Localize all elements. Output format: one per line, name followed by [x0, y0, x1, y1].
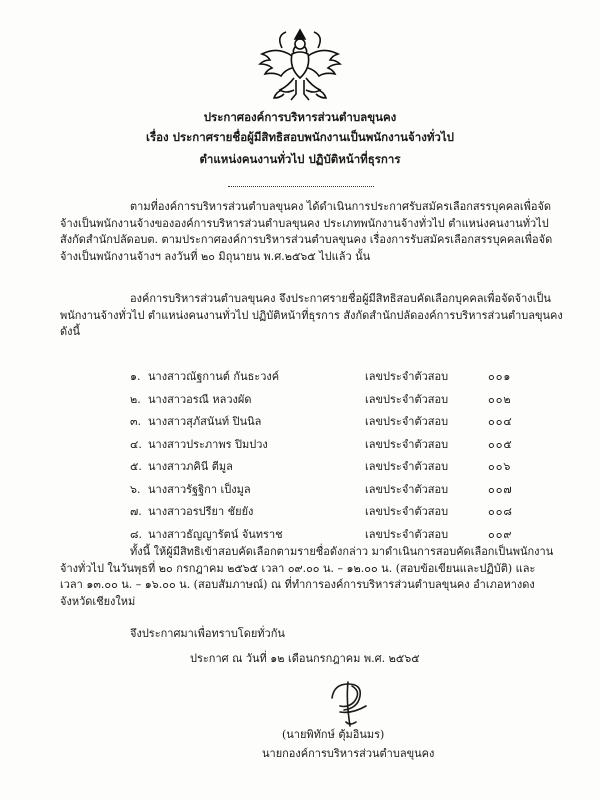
exam-id-code: ๐๐๘ — [488, 505, 513, 518]
paragraph-line: จ้างเป็นพนักงานจ้างขององค์การบริหารส่วนตำบลขุนคง ประเภทพนักงานจ้างทั่วไป ตำแหน่งคนงานทั่วไป — [60, 216, 549, 230]
list-item — [130, 389, 540, 412]
candidate-name: นางสาวอรณี หลวงผัด — [148, 392, 252, 406]
exam-id-code: ๐๐๑ — [488, 370, 512, 383]
list-item — [130, 524, 540, 547]
exam-id-label: เลขประจำตัวสอบ — [365, 505, 449, 518]
item-number: ๘. — [130, 527, 142, 541]
paragraph-line: จ้างทั่วไป ในวันพุธที่ ๒๐ กรกฎาคม ๒๕๖๕ เวลา ๐๙.๐๐ น. – ๑๒.๐๐ น. (สอบข้อเขียนและปฏิบัติ) และ — [60, 561, 536, 575]
exam-id-label: เลขประจำตัวสอบ — [365, 370, 449, 383]
exam-id-label: เลขประจำตัวสอบ — [365, 437, 449, 451]
exam-id-label: เลขประจำตัวสอบ — [365, 460, 449, 473]
paragraph-line: องค์การบริหารส่วนตำบลขุนคง จึงประกาศรายชื่อผู้มีสิทธิสอบคัดเลือกบุคคลเพื่อจัดจ้างเป็น — [130, 292, 551, 305]
paragraph-line: เวลา ๑๓.๐๐ น. – ๑๖.๐๐ น. (สอบสัมภาษณ์) ณ ที่ทำการองค์การบริหารส่วนตำบลขุนคง อำเภอหางดง — [60, 578, 535, 591]
candidate-name: นางสาวประภาพร ปิมปวง — [148, 437, 268, 451]
handwritten-signature-icon — [318, 672, 382, 732]
item-number: ๔. — [130, 437, 142, 451]
candidate-name: นางสาวธัญญารัตน์ จันทราช — [148, 527, 283, 541]
exam-id-code: ๐๐๕ — [488, 437, 513, 451]
candidate-name: นางสาวอรปรียา ชัยยัง — [148, 505, 254, 518]
paragraph-closing — [130, 626, 285, 643]
list-item — [130, 366, 540, 389]
candidate-name: นางสาวสุภัสนันท์ ปินนิล — [148, 415, 262, 428]
exam-id-label: เลขประจำตัวสอบ — [365, 482, 449, 496]
exam-id-code: ๐๐๔ — [488, 415, 513, 428]
paragraph-line: จึงประกาศมาเพื่อทราบโดยทั่วกัน — [130, 627, 285, 640]
dotted-divider — [228, 186, 374, 187]
candidate-name: นางสาวรัฐฐิกา เป็งมูล — [148, 482, 251, 496]
paragraph-line: ทั้งนี้ ให้ผู้มีสิทธิเข้าสอบคัดเลือกตามรายชื่อดังกล่าว มาดำเนินการสอบคัดเลือกเป็นพนักงาน — [130, 545, 554, 558]
paragraph-line: ประกาศ ณ วันที่ ๑๒ เดือนกรกฎาคม พ.ศ. ๒๕๖๕ — [190, 652, 420, 665]
list-item — [130, 479, 540, 502]
exam-id-code: ๐๐๖ — [488, 460, 512, 473]
candidate-name: นางสาวณัฐกานต์ กันธะวงค์ — [148, 370, 280, 383]
exam-id-code: ๐๐๙ — [488, 527, 513, 541]
paragraph-line: สังกัดสำนักปลัดอบต. ตามประกาศองค์การบริหารส่วนตำบลขุนคง เรื่องการรับสมัครเลือกสรรบุคคลเพื่อจัด — [60, 233, 553, 246]
list-item — [130, 434, 540, 457]
announcement-position: ตำแหน่งคนงานทั่วไป ปฏิบัติหน้าที่ธุรการ — [199, 152, 401, 166]
paragraph-line: พนักงานจ้างทั่วไป ตำแหน่งคนงานทั่วไป ปฏิบัติหน้าที่ธุรการ สังกัดสำนักปลัดองค์การบริหารส่วนตำบลขุนคง — [60, 308, 563, 322]
signer-title: นายกองค์การบริหารส่วนตำบลขุนคง — [262, 747, 435, 760]
exam-id-code: ๐๐๗ — [488, 482, 513, 496]
paragraph-line: ตามที่องค์การบริหารส่วนตำบลขุนคง ได้ดำเนินการประกาศรับสมัครเลือกสรรบุคคลเพื่อจัด — [130, 200, 552, 213]
garuda-emblem-icon — [252, 26, 348, 106]
item-number: ๓. — [130, 415, 142, 428]
paragraph-schedule — [60, 544, 553, 610]
candidate-list — [130, 366, 540, 546]
paragraph-announce — [60, 291, 563, 341]
list-item — [130, 411, 540, 434]
list-item — [130, 501, 540, 524]
paragraph-line: จังหวัดเชียงใหม่ — [60, 594, 136, 608]
exam-id-code: ๐๐๒ — [488, 392, 512, 406]
paragraph-intro — [60, 199, 552, 265]
announcement-subject: เรื่อง ประกาศรายชื่อผู้มีสิทธิสอบพนักงานเป็นพนักงานจ้างทั่วไป — [146, 130, 454, 144]
exam-id-label: เลขประจำตัวสอบ — [365, 415, 449, 428]
item-number: ๖. — [130, 482, 141, 496]
item-number: ๕. — [130, 460, 142, 473]
signer-name: (นายพิทักษ์ ตุ้มอินมร) — [282, 728, 385, 741]
item-number: ๑. — [130, 370, 141, 383]
exam-id-label: เลขประจำตัวสอบ — [365, 527, 449, 541]
exam-id-label: เลขประจำตัวสอบ — [365, 392, 449, 406]
paragraph-line: ดังนี้ — [60, 325, 81, 338]
item-number: ๒. — [130, 392, 141, 406]
announcement-date — [190, 651, 420, 668]
item-number: ๗. — [130, 505, 142, 518]
announcement-title: ประกาศองค์การบริหารส่วนตำบลขุนคง — [203, 110, 397, 124]
list-item — [130, 456, 540, 479]
candidate-name: นางสาวภคินี ตีมูล — [148, 460, 233, 473]
paragraph-line: จ้างเป็นพนักงานจ้างฯ ลงวันที่ ๒๐ มิถุนายน พ.ศ.๒๕๖๕ ไปแล้ว นั้น — [60, 249, 371, 263]
